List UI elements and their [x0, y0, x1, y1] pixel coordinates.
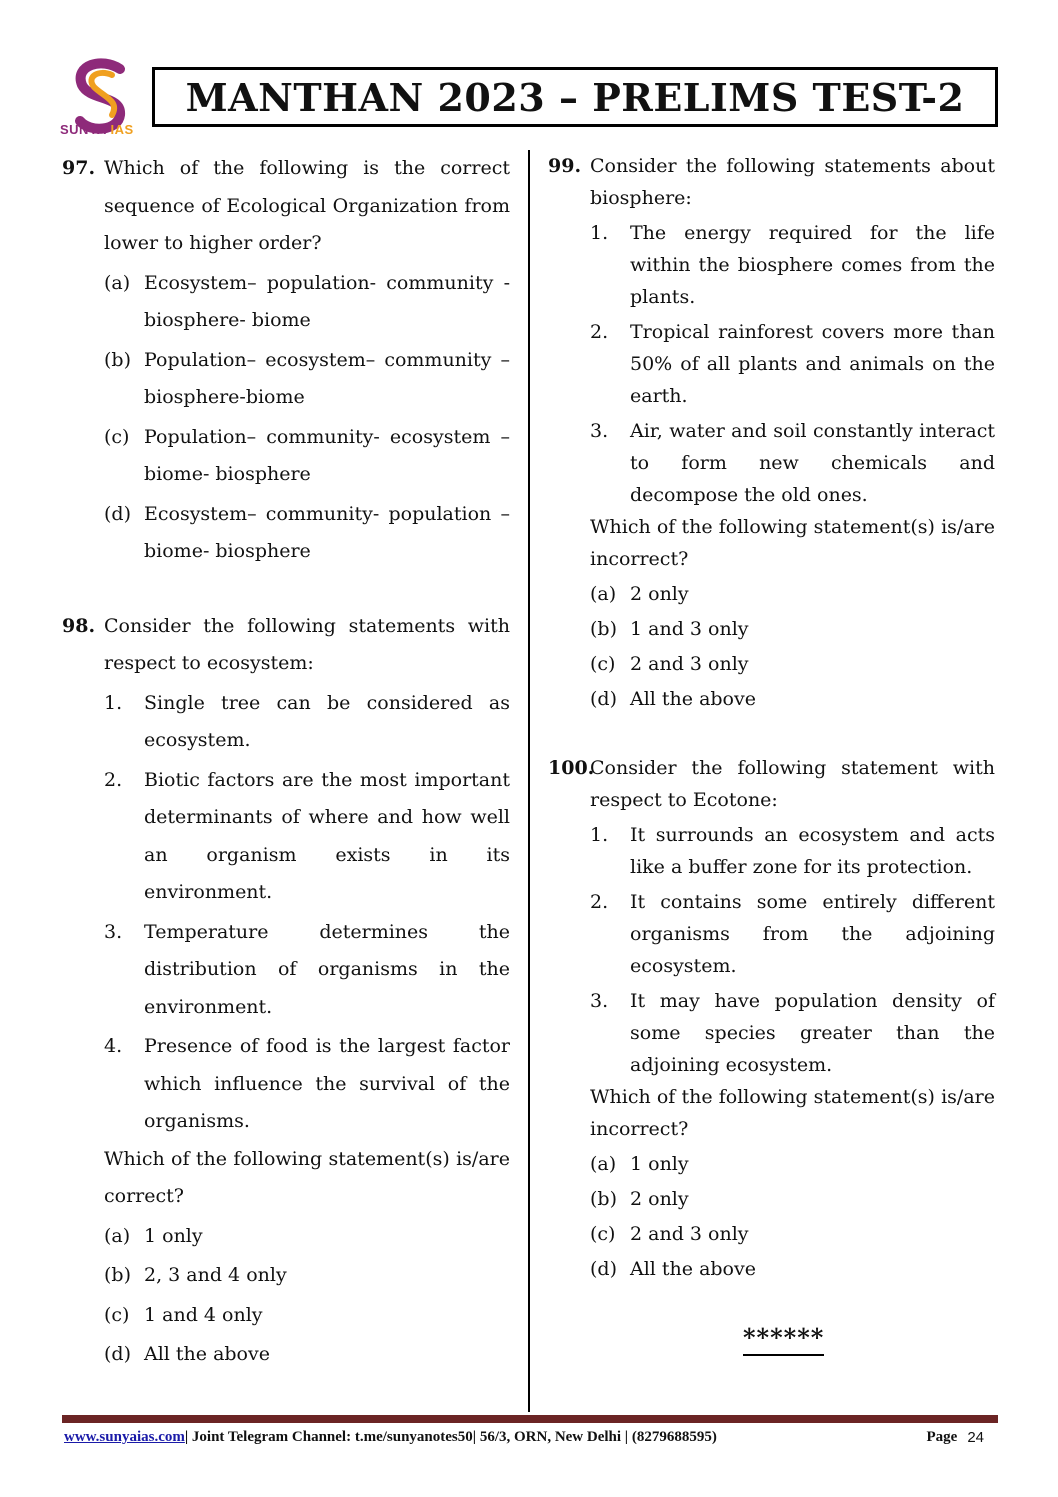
- statement: [104, 762, 510, 912]
- option-text: 1 and 4 only: [144, 1303, 263, 1326]
- answer-option: [590, 683, 995, 715]
- option-label: (c): [104, 1303, 130, 1326]
- question-number: 100.: [548, 757, 595, 779]
- answer-option: [590, 613, 995, 645]
- option-label: (d): [590, 1258, 617, 1280]
- option-label: (a): [590, 1153, 617, 1175]
- option-text: Population– ecosystem– community – biosphere-biome: [144, 348, 510, 408]
- answer-option: [104, 1297, 510, 1335]
- statement: [104, 914, 510, 1027]
- option-text: All the above: [630, 688, 756, 710]
- option-label: (b): [590, 1188, 617, 1210]
- option-label: (c): [104, 425, 130, 448]
- answer-option: [104, 342, 510, 417]
- option-text: 1 and 3 only: [630, 618, 749, 640]
- statement: [104, 685, 510, 760]
- option-text: 2 and 3 only: [630, 1223, 749, 1245]
- footer-info: | Joint Telegram Channel: t.me/sunyanotes50| 56/3, ORN, New Delhi | (8279688595): [184, 1429, 717, 1445]
- question: [548, 752, 995, 1285]
- question-prompt: Which of the following statement(s) is/are correct?: [104, 1147, 510, 1207]
- statement-text: Air, water and soil constantly interact to form new chemicals and decompose the old ones.: [630, 420, 995, 506]
- statement-text: Presence of food is the largest factor which influence the survival of the organisms.: [144, 1035, 510, 1132]
- statement-number: 1.: [590, 222, 609, 244]
- question-stem: Which of the following is the correct sequence of Ecological Organization from lower to higher order?: [104, 157, 510, 254]
- column-divider: [528, 150, 530, 1412]
- option-label: (b): [104, 348, 131, 371]
- question-header: [548, 752, 995, 816]
- statement-number: 4.: [104, 1035, 123, 1057]
- option-text: 2 only: [630, 1188, 689, 1210]
- option-text: All the above: [144, 1343, 270, 1365]
- statement-text: The energy required for the life within the biosphere comes from the plants.: [630, 222, 995, 308]
- footer: [64, 1429, 984, 1446]
- option-label: (c): [590, 653, 616, 675]
- option-label: (d): [590, 688, 617, 710]
- statement-text: Single tree can be considered as ecosystem.: [144, 691, 510, 751]
- statement: [590, 886, 995, 982]
- answer-option: [590, 648, 995, 680]
- option-text: 2 only: [630, 583, 689, 605]
- statement-number: 2.: [104, 768, 123, 791]
- statement-text: Tropical rainforest covers more than 50% of all plants and animals on the earth.: [630, 321, 995, 407]
- option-label: (d): [104, 502, 131, 525]
- question: [62, 608, 510, 1374]
- statement-number: 1.: [104, 691, 123, 714]
- statement: [590, 415, 995, 511]
- end-mark: ******: [743, 1322, 824, 1356]
- option-label: (b): [590, 618, 617, 640]
- option-label: (a): [590, 583, 617, 605]
- option-text: Ecosystem– population- community - biosphere- biome: [144, 271, 510, 331]
- statement: [104, 1028, 510, 1141]
- question: [548, 150, 995, 715]
- statement-text: It surrounds an ecosystem and acts like a buffer zone for its protection.: [630, 824, 995, 878]
- statement-number: 3.: [590, 990, 609, 1012]
- statement-number: 2.: [590, 321, 609, 343]
- question-header: [62, 608, 510, 683]
- statement: [590, 217, 995, 313]
- option-text: Ecosystem– community- population – biome- biosphere: [144, 502, 510, 562]
- option-text: Population– community- ecosystem – biome- biosphere: [144, 425, 510, 485]
- answer-option: [104, 496, 510, 571]
- option-label: (b): [104, 1264, 131, 1286]
- answer-option: [104, 265, 510, 340]
- page-label: Page: [926, 1429, 958, 1445]
- footer-bar: [62, 1415, 998, 1423]
- statement: [590, 316, 995, 412]
- answer-option: [104, 419, 510, 494]
- question-prompt: Which of the following statement(s) is/are incorrect?: [590, 516, 995, 570]
- option-text: 1 only: [630, 1153, 689, 1175]
- logo-text: SUNYA IAS: [60, 122, 134, 137]
- question-stem: Consider the following statement with respect to Ecotone:: [590, 757, 995, 811]
- statement-number: 3.: [590, 420, 609, 442]
- answer-option: [104, 1218, 510, 1256]
- answer-option: [104, 1336, 510, 1374]
- left-column: [62, 150, 510, 1411]
- answer-option: [590, 1253, 995, 1285]
- statement-number: 1.: [590, 824, 609, 846]
- statement-number: 2.: [590, 891, 609, 913]
- answer-option: [590, 1148, 995, 1180]
- answer-option: [590, 1183, 995, 1215]
- answer-option: [104, 1257, 510, 1295]
- right-column: [548, 150, 995, 1322]
- question-stem: Consider the following statements about biosphere:: [590, 155, 995, 209]
- question-stem: Consider the following statements with respect to ecosystem:: [104, 614, 510, 674]
- statement-number: 3.: [104, 920, 123, 943]
- question-prompt: Which of the following statement(s) is/are incorrect?: [590, 1086, 995, 1140]
- option-text: All the above: [630, 1258, 756, 1280]
- question-number: 97.: [62, 157, 96, 179]
- option-text: 2, 3 and 4 only: [144, 1264, 287, 1286]
- question-number: 98.: [62, 614, 96, 637]
- option-label: (c): [590, 1223, 616, 1245]
- statement: [590, 819, 995, 883]
- question-header: [548, 150, 995, 214]
- page-title: MANTHAN 2023 – PRELIMS TEST-2: [152, 67, 998, 127]
- question-header: [62, 150, 510, 263]
- statement-text: It contains some entirely different organisms from the adjoining ecosystem.: [630, 891, 995, 977]
- question-number: 99.: [548, 155, 582, 177]
- statement-text: Biotic factors are the most important determinants of where and how well an organism exists in its environment.: [144, 768, 510, 903]
- answer-option: [590, 578, 995, 610]
- page-number: 24: [967, 1429, 984, 1446]
- answer-option: [590, 1218, 995, 1250]
- option-label: (a): [104, 271, 131, 294]
- question: [62, 150, 510, 571]
- statement: [590, 985, 995, 1081]
- option-label: (d): [104, 1343, 131, 1365]
- statement-text: It may have population density of some species greater than the adjoining ecosystem.: [630, 990, 995, 1076]
- option-text: 2 and 3 only: [630, 653, 749, 675]
- option-label: (a): [104, 1224, 131, 1247]
- option-text: 1 only: [144, 1224, 203, 1247]
- statement-text: Temperature determines the distribution of organisms in the environment.: [144, 920, 510, 1018]
- website-link[interactable]: www.sunyaias.com: [64, 1429, 185, 1445]
